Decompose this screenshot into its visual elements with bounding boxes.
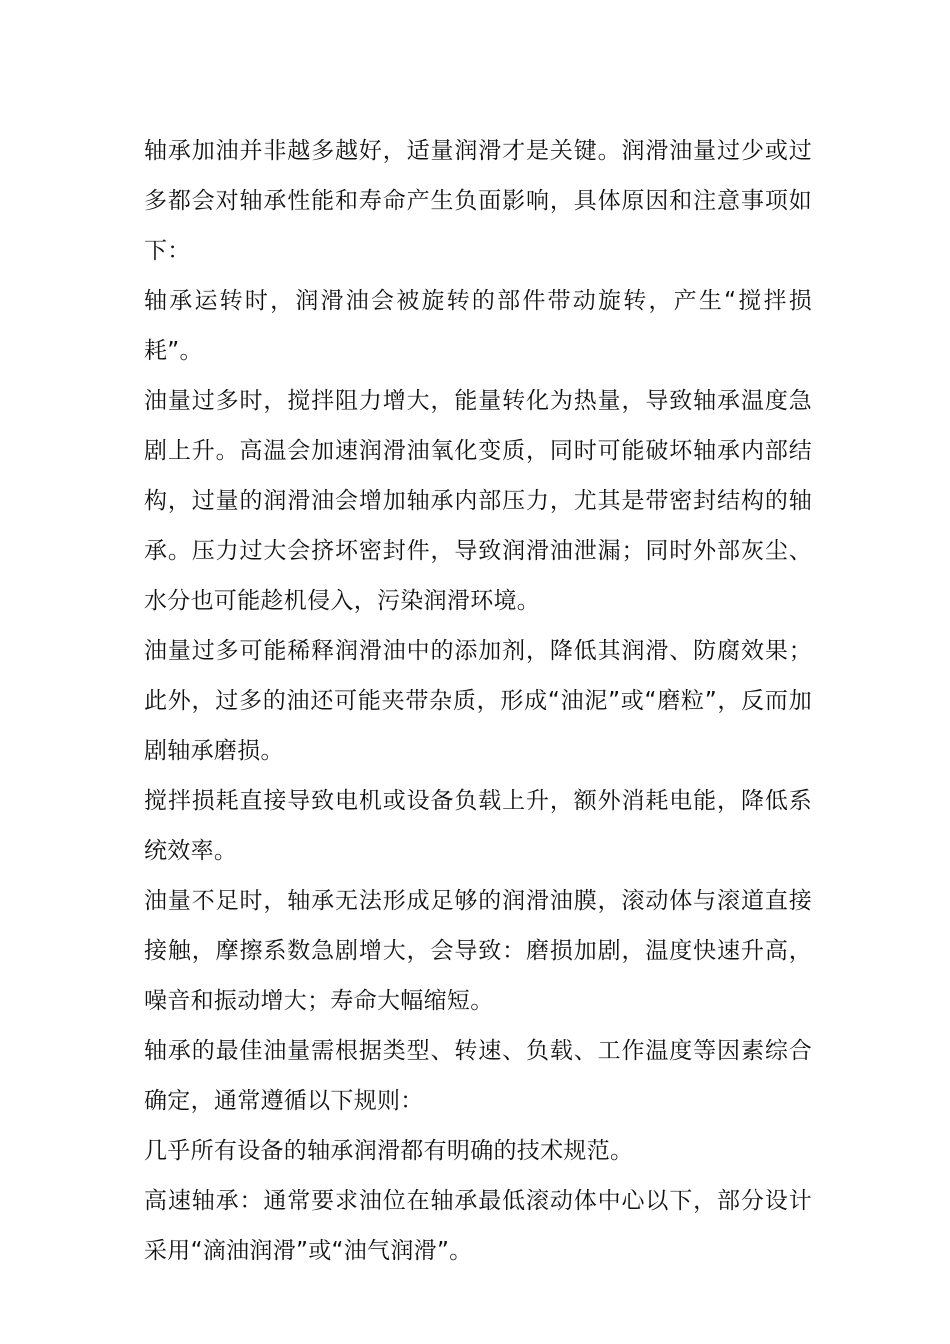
paragraph-efficiency: 搅拌损耗直接导致电机或设备负载上升，额外消耗电能，降低系统效率。 xyxy=(144,788,812,864)
paragraph-specifications: 几乎所有设备的轴承润滑都有明确的技术规范。 xyxy=(144,1138,634,1164)
paragraph-excess-oil-additives: 油量过多可能稀释润滑油中的添加剂，降低其润滑、防腐效果；此外，过多的油还可能夹带杂质，形成“油泥”或“磨粒”，反而加剧轴承磨损。 xyxy=(144,638,812,764)
paragraph-high-speed-bearing: 高速轴承：通常要求油位在轴承最低滚动体中心以下，部分设计采用“滴油润滑”或“油气润滑”。 xyxy=(144,1188,812,1264)
document-body xyxy=(144,126,812,1276)
paragraph-optimal-amount: 轴承的最佳油量需根据类型、转速、负载、工作温度等因素综合确定，通常遵循以下规则： xyxy=(144,1038,812,1114)
paragraph-intro: 轴承加油并非越多越好，适量润滑才是关键。润滑油量过少或过多都会对轴承性能和寿命产生负面影响，具体原因和注意事项如下： xyxy=(144,138,812,264)
paragraph-insufficient-oil: 油量不足时，轴承无法形成足够的润滑油膜，滚动体与滚道直接接触，摩擦系数急剧增大，会导致：磨损加剧，温度快速升高，噪音和振动增大；寿命大幅缩短。 xyxy=(144,888,812,1014)
paragraph-excess-oil-heat: 油量过多时，搅拌阻力增大，能量转化为热量，导致轴承温度急剧上升。高温会加速润滑油氧化变质，同时可能破坏轴承内部结构，过量的润滑油会增加轴承内部压力，尤其是带密封结构的轴承。压力过大会挤坏密封件，导致润滑油泄漏；同时外部灰尘、水分也可能趁机侵入，污染润滑环境。 xyxy=(144,388,812,614)
paragraph-churning-loss: 轴承运转时，润滑油会被旋转的部件带动旋转，产生“搅拌损耗”。 xyxy=(144,288,812,364)
